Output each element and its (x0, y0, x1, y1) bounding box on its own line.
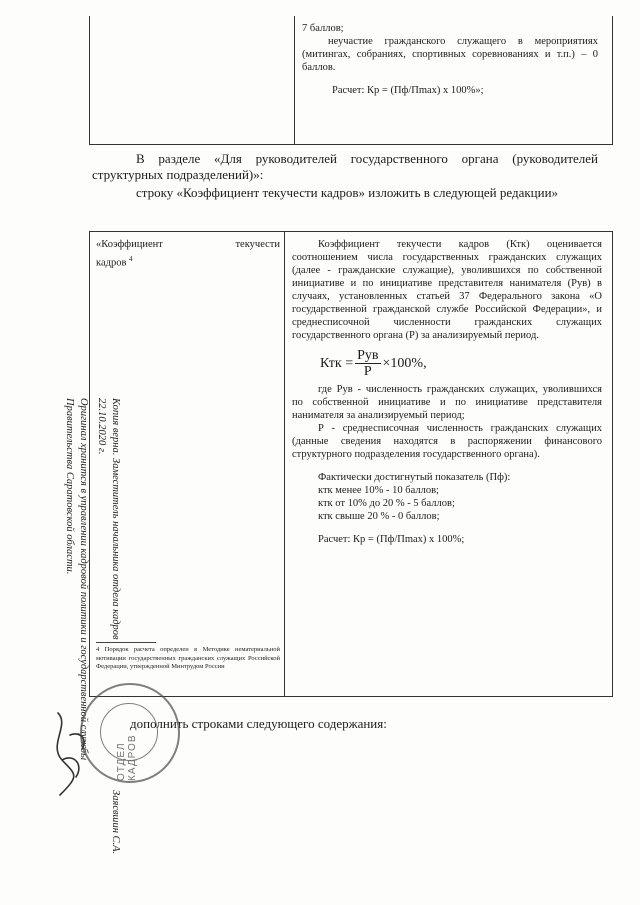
column-divider (294, 16, 295, 144)
formula-fraction (355, 348, 380, 379)
top-calc: Расчет: Кр = (Пф/Пmax) х 100%»; (332, 85, 484, 96)
footnote: 4 Порядок расчета определен в Методике нематериальной мотивации государственных гражданских служащих Российской Федерации, утвержденной Минтрудом России (96, 646, 280, 670)
paragraph-1: В разделе «Для руководителей государственного органа (руководителей структурных подразделений)»: (92, 151, 598, 182)
footnote-rule (96, 642, 156, 643)
formula-lhs: Ктк = (320, 356, 354, 371)
formula (320, 348, 602, 379)
main-calc: Расчет: Кр = (Пф/Пmax) х 100%; (318, 534, 465, 545)
indicator-word-1: «Коэффициент (96, 239, 163, 250)
fact-title: Фактически достигнутый показатель (Пф): (318, 472, 511, 483)
paragraph-section (92, 151, 598, 183)
where-1: где Рув - численность гражданских служащих, уволившихся по собственной инициативе и по инициативе представителя нанимателя за анализируемый период; (292, 384, 602, 421)
margin-note-line-4: Правительства Саратовской области. (64, 398, 75, 575)
paragraph-line (92, 185, 598, 201)
column-divider (284, 232, 285, 696)
margin-note-line-3: Оригинал хранится в управлении кадровой политики и государственной службы (78, 398, 89, 761)
stamp-text: ОТДЕЛ КАДРОВ (116, 734, 138, 781)
margin-note-line-1: Копия верна. Заместитель начальника отдела кадров (110, 398, 121, 640)
top-line-2: неучастие гражданского служащего в мероприятиях (митингах, собраниях, спортивных соревнованиях и т.п.) – 0 баллов. (302, 36, 598, 73)
where-2: Р - среднесписочная численность гражданских служащих (данные сведения находятся в распоряжении финансового структурного подразделения государственного органа). (292, 423, 602, 460)
closing-line: дополнить строками следующего содержания: (130, 716, 387, 731)
formula-rhs: ×100%, (382, 356, 427, 371)
margin-note-line-2: 22.10.2020 г. (96, 398, 107, 455)
fact-item-1: ктк менее 10% - 10 баллов; (318, 485, 439, 496)
formula-denominator: Р (363, 364, 372, 379)
formula-numerator: Рув (357, 348, 379, 363)
top-table-right-cell (302, 22, 598, 97)
description-text: Коэффициент текучести кадров (Ктк) оценивается соотношением числа государственных гражданских служащих (далее - гражданские служащие), уволившихся по собственной инициативе и по инициативе представителя нанимателя (Рув) в случаях, установленных статьей 37 Федерального закона «О государственной гражданской службе Российской Федерации», и среднесписочной численности гражданских служащих государственного органа (Р) за анализируемый период. (292, 239, 602, 341)
fact-item-2: ктк от 10% до 20 % - 5 баллов; (318, 498, 455, 509)
fact-item-3: ктк свыше 20 % - 0 баллов; (318, 511, 440, 522)
main-table (89, 231, 613, 697)
indicator-word-3: кадров (96, 257, 127, 269)
footnote-ref: 4 (129, 255, 133, 263)
top-line-1: 7 баллов; (302, 23, 344, 34)
signature-icon (40, 705, 100, 805)
margin-note-surname: Заясвшин С.А. (110, 790, 121, 855)
indicator-description-cell (292, 238, 602, 546)
paragraph-2: строку «Коэффициент текучести кадров» изложить в следующей редакции» (136, 185, 559, 200)
indicator-name-cell (96, 238, 280, 271)
indicator-word-2: текучести (235, 239, 280, 250)
top-table-fragment (89, 16, 613, 145)
